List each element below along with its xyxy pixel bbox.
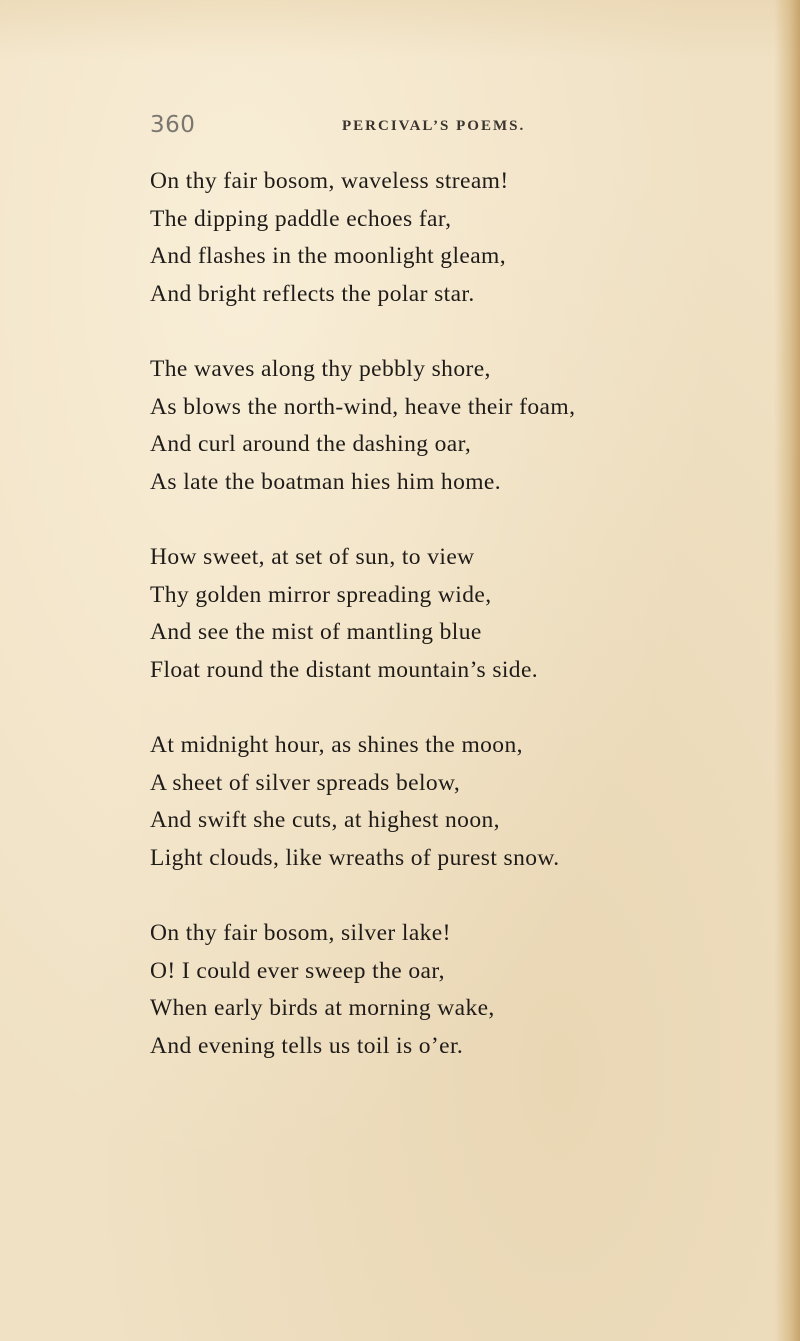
- poem-line: And evening tells us toil is o’er.: [150, 1032, 464, 1059]
- poem-body: [150, 163, 650, 1065]
- poem-line: O! I could ever sweep the oar,: [150, 957, 445, 984]
- poem-line: And see the mist of mantling blue: [150, 619, 482, 645]
- page-header: [150, 112, 630, 142]
- stanza-2: [150, 351, 650, 501]
- running-head: PERCIVAL’S POEMS.: [342, 118, 526, 134]
- stanza-4: [150, 727, 650, 877]
- poem-line: As blows the north-wind, heave their foam,: [150, 393, 576, 420]
- poem-line: Light clouds, like wreaths of purest snow.: [150, 844, 560, 871]
- stanza-3: [150, 539, 650, 689]
- poem-line: At midnight hour, as shines the moon,: [150, 732, 523, 758]
- poem-line: As late the boatman hies him home.: [150, 468, 502, 495]
- poem-line: Float round the distant mountain’s side.: [150, 656, 539, 683]
- stanza-1: [150, 163, 650, 313]
- page-top-shading: [0, 0, 800, 60]
- page-edge-shading: [774, 0, 800, 1341]
- poem-line: On thy fair bosom, silver lake!: [150, 920, 451, 946]
- poem-line: Thy golden mirror spreading wide,: [150, 581, 492, 608]
- poem-line: The dipping paddle echoes far,: [150, 205, 452, 232]
- poem-line: And swift she cuts, at highest noon,: [150, 807, 500, 833]
- stanza-5: [150, 915, 650, 1065]
- poem-line: How sweet, at set of sun, to view: [150, 544, 475, 570]
- poem-line: A sheet of silver spreads below,: [150, 769, 461, 796]
- poem-line: The waves along thy pebbly shore,: [150, 356, 491, 382]
- poem-line: And bright reflects the polar star.: [150, 280, 475, 307]
- page-number: 360: [150, 112, 196, 138]
- poem-line: And curl around the dashing oar,: [150, 431, 472, 457]
- poem-line: On thy fair bosom, waveless stream!: [150, 168, 509, 194]
- poem-line: And flashes in the moonlight gleam,: [150, 243, 507, 269]
- poem-line: When early birds at morning wake,: [150, 995, 495, 1021]
